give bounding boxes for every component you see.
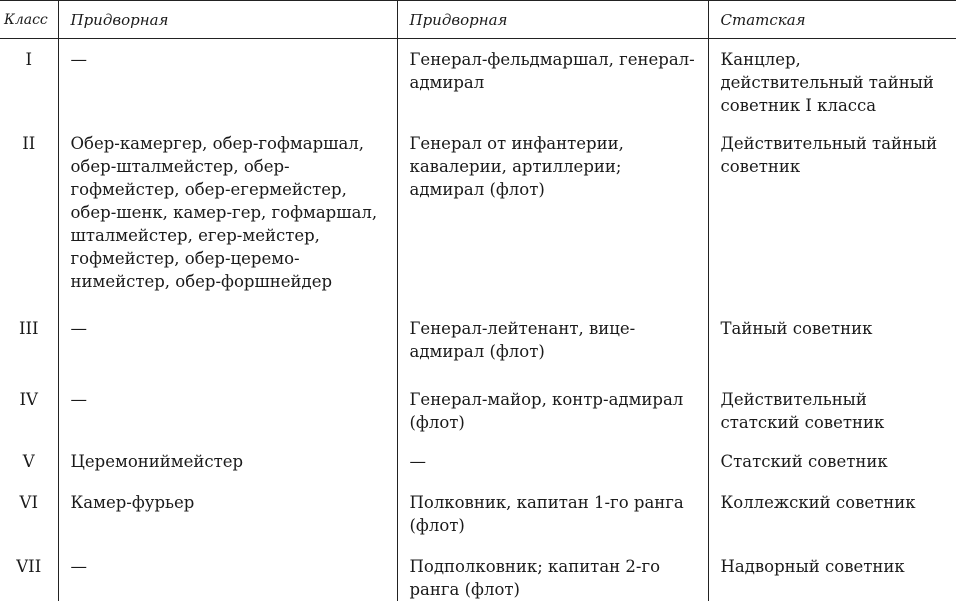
class-cell: III	[0, 293, 58, 363]
civil-cell: Статский советник	[708, 434, 956, 475]
court-cell: —	[58, 293, 397, 363]
header-row	[0, 1, 956, 39]
table-header	[0, 1, 956, 39]
header-court: Придворная	[58, 1, 397, 39]
court-cell: —	[58, 539, 397, 601]
table-row	[0, 434, 956, 475]
class-cell: I	[0, 39, 58, 118]
civil-cell: Канцлер, действительный тайный советник I класса	[708, 39, 956, 118]
military-cell: Полковник, капитан 1-го ранга (флот)	[397, 475, 708, 539]
court-cell: —	[58, 363, 397, 434]
table-row	[0, 39, 956, 118]
court-cell: —	[58, 39, 397, 118]
table-row	[0, 539, 956, 601]
court-cell: Обер-камергер, обер-гофмаршал, обер-шталмейстер, обер-гофмейстер, обер-егермейстер, обер-шенк, камер-гер, гофмаршал, шталмейстер, егер-мейстер, гофмейстер, обер-церемо-нимейстер, обер-форшнейдер	[58, 117, 397, 293]
class-cell: V	[0, 434, 58, 475]
class-cell: IV	[0, 363, 58, 434]
civil-cell: Действительный статский советник	[708, 363, 956, 434]
military-cell: Генерал-майор, контр-адмирал (флот)	[397, 363, 708, 434]
civil-cell: Надворный советник	[708, 539, 956, 601]
court-cell: Камер-фурьер	[58, 475, 397, 539]
header-military: Придворная	[397, 1, 708, 39]
military-cell: Генерал от инфантерии, кавалерии, артиллерии; адмирал (флот)	[397, 117, 708, 293]
table-row	[0, 475, 956, 539]
military-cell: Генерал-фельдмаршал, генерал-адмирал	[397, 39, 708, 118]
civil-cell: Тайный советник	[708, 293, 956, 363]
table-row	[0, 363, 956, 434]
table-body	[0, 39, 956, 601]
civil-cell: Коллежский советник	[708, 475, 956, 539]
court-cell: Церемониймейстер	[58, 434, 397, 475]
military-cell: Подполковник; капитан 2-го ранга (флот)	[397, 539, 708, 601]
class-cell: VI	[0, 475, 58, 539]
civil-cell: Действительный тайный советник	[708, 117, 956, 293]
header-class: Класс	[0, 1, 58, 39]
military-cell: Генерал-лейтенант, вице-адмирал (флот)	[397, 293, 708, 363]
class-cell: II	[0, 117, 58, 293]
military-cell: —	[397, 434, 708, 475]
table-row	[0, 293, 956, 363]
class-cell: VII	[0, 539, 58, 601]
table-row	[0, 117, 956, 293]
header-civil: Статская	[708, 1, 956, 39]
